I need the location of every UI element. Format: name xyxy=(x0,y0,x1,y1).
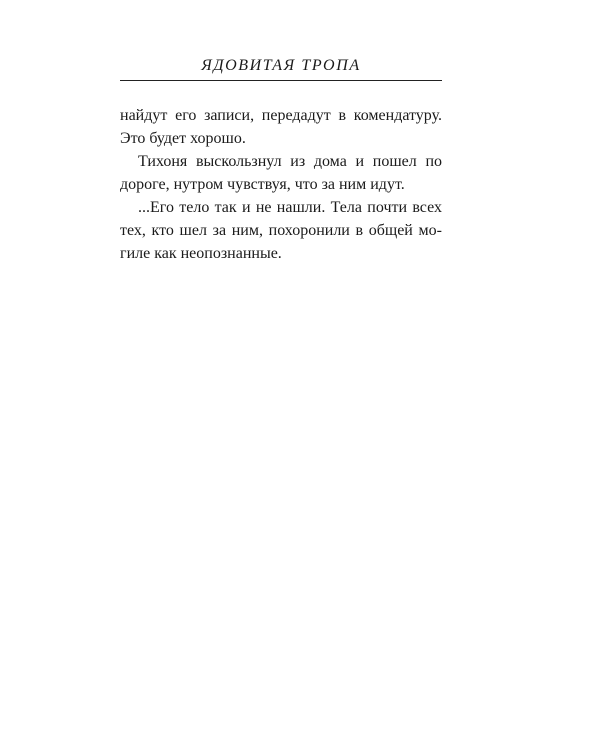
text-line: Это будет хорошо. xyxy=(120,130,246,147)
paragraph xyxy=(120,150,442,196)
body-text xyxy=(120,104,442,265)
text-line: тех, кто шел за ним, похоронили в общей мо- xyxy=(120,222,442,239)
text-line: Тихоня выскользнул из дома и пошел по xyxy=(138,153,442,170)
header-rule xyxy=(120,80,442,81)
paragraph xyxy=(120,104,442,150)
paragraph xyxy=(120,196,442,265)
text-line: дороге, нутром чувствуя, что за ним идут. xyxy=(120,176,405,193)
text-line: гиле как неопознанные. xyxy=(120,245,282,262)
text-line: найдут его записи, передадут в комендатуру. xyxy=(120,107,442,124)
text-line: ...Его тело так и не нашли. Тела почти всех xyxy=(138,199,442,216)
running-head: ЯДОВИТАЯ ТРОПА xyxy=(201,57,361,74)
